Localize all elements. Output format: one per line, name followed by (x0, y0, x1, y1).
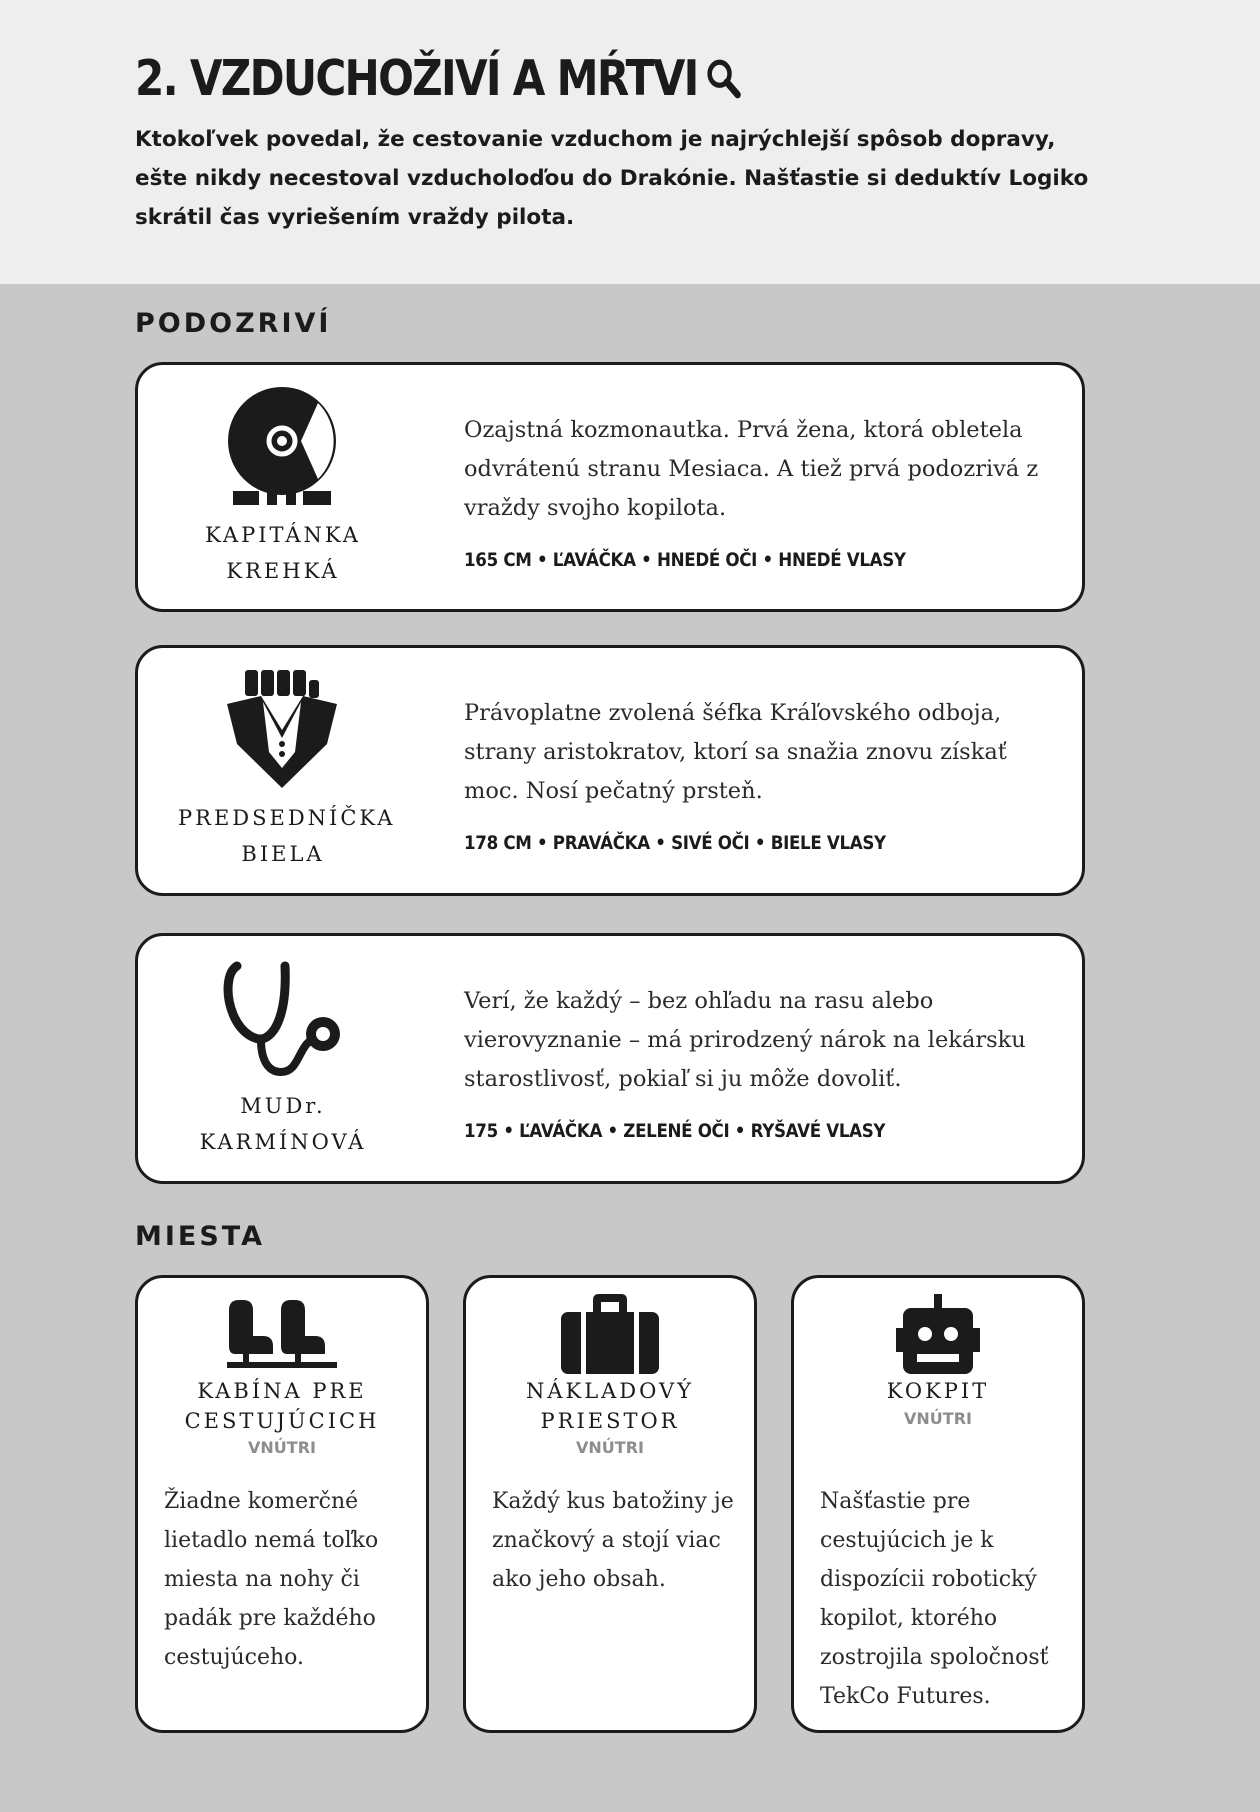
intro-paragraph: Ktokoľvek povedal, že cestovanie vzduchom je najrýchlejší spôsob dopravy, ešte nikdy necestoval vzducholoďou do Drakónie. Našťastie si deduktív Logiko skrátil čas vyriešením vraždy pilota. (135, 127, 1089, 230)
suspect-stats: 175 • ĽAVÁČKA • ZELENÉ OČI • RYŠAVÉ VLASY (464, 1120, 886, 1142)
suspects-heading: PODOZRIVÍ (135, 308, 332, 339)
chapter-title (135, 50, 742, 107)
robot-head-icon (883, 1292, 993, 1382)
place-location-tag: VNÚTRI (576, 1438, 644, 1457)
astronaut-helmet-icon (223, 387, 341, 505)
places-heading: MIESTA (135, 1221, 266, 1252)
suspect-description: Ozajstná kozmonautka. Prvá žena, ktorá obletela odvrátenú stranu Mesiaca. A tiež prvá podozrivá z vraždy svojho kopilota. (464, 417, 1039, 521)
place-location-tag: VNÚTRI (904, 1409, 972, 1428)
page-header (0, 0, 1260, 284)
tuxedo-fist-icon (223, 670, 341, 788)
suspect-card (135, 362, 1085, 612)
place-card (463, 1275, 757, 1733)
place-location-tag: VNÚTRI (248, 1438, 316, 1457)
suspect-name: MUDr. KARMÍNOVÁ (199, 1094, 367, 1154)
place-description: Žiadne komerčné lietadlo nemá toľko miesta na nohy či padák pre každého cestujúceho. (164, 1489, 379, 1670)
suspect-card (135, 645, 1085, 896)
suitcase-icon (555, 1292, 665, 1382)
stethoscope-icon (223, 958, 341, 1076)
suspect-description: Právoplatne zvolená šéfka Kráľovského odboja, strany aristokratov, ktorí sa snažia znovu získať moc. Nosí pečatný prsteň. (464, 700, 1007, 804)
suspect-card (135, 933, 1085, 1184)
place-description: Každý kus batožiny je značkový a stojí viac ako jeho obsah. (492, 1489, 734, 1592)
magnifier-icon (706, 58, 742, 100)
passenger-seats-icon (227, 1292, 337, 1382)
place-name: NÁKLADOVÝ PRIESTOR (525, 1379, 695, 1433)
suspect-description: Verí, že každý – bez ohľadu na rasu alebo vierovyznanie – má prirodzený nárok na lekársku starostlivosť, pokiaľ si ju môže dovoliť. (464, 988, 1026, 1092)
suspect-name: KAPITÁNKA KREHKÁ (205, 523, 361, 583)
suspect-name: PREDSEDNÍČKA BIELA (178, 806, 396, 866)
place-name: KABÍNA PRE CESTUJÚCICH (184, 1379, 380, 1433)
place-description: Našťastie pre cestujúcich je k dispozícii robotický kopilot, ktorého zostrojila spoločnosť TekCo Futures. (820, 1489, 1049, 1709)
place-card (791, 1275, 1085, 1733)
suspect-stats: 178 CM • PRAVÁČKA • SIVÉ OČI • BIELE VLASY (464, 832, 886, 854)
chapter-title-text: 2. VZDUCHOŽIVÍ A MŔTVI (135, 50, 698, 107)
place-card (135, 1275, 429, 1733)
place-name: KOKPIT (886, 1379, 990, 1403)
suspect-stats: 165 CM • ĽAVÁČKA • HNEDÉ OČI • HNEDÉ VLASY (464, 549, 906, 571)
